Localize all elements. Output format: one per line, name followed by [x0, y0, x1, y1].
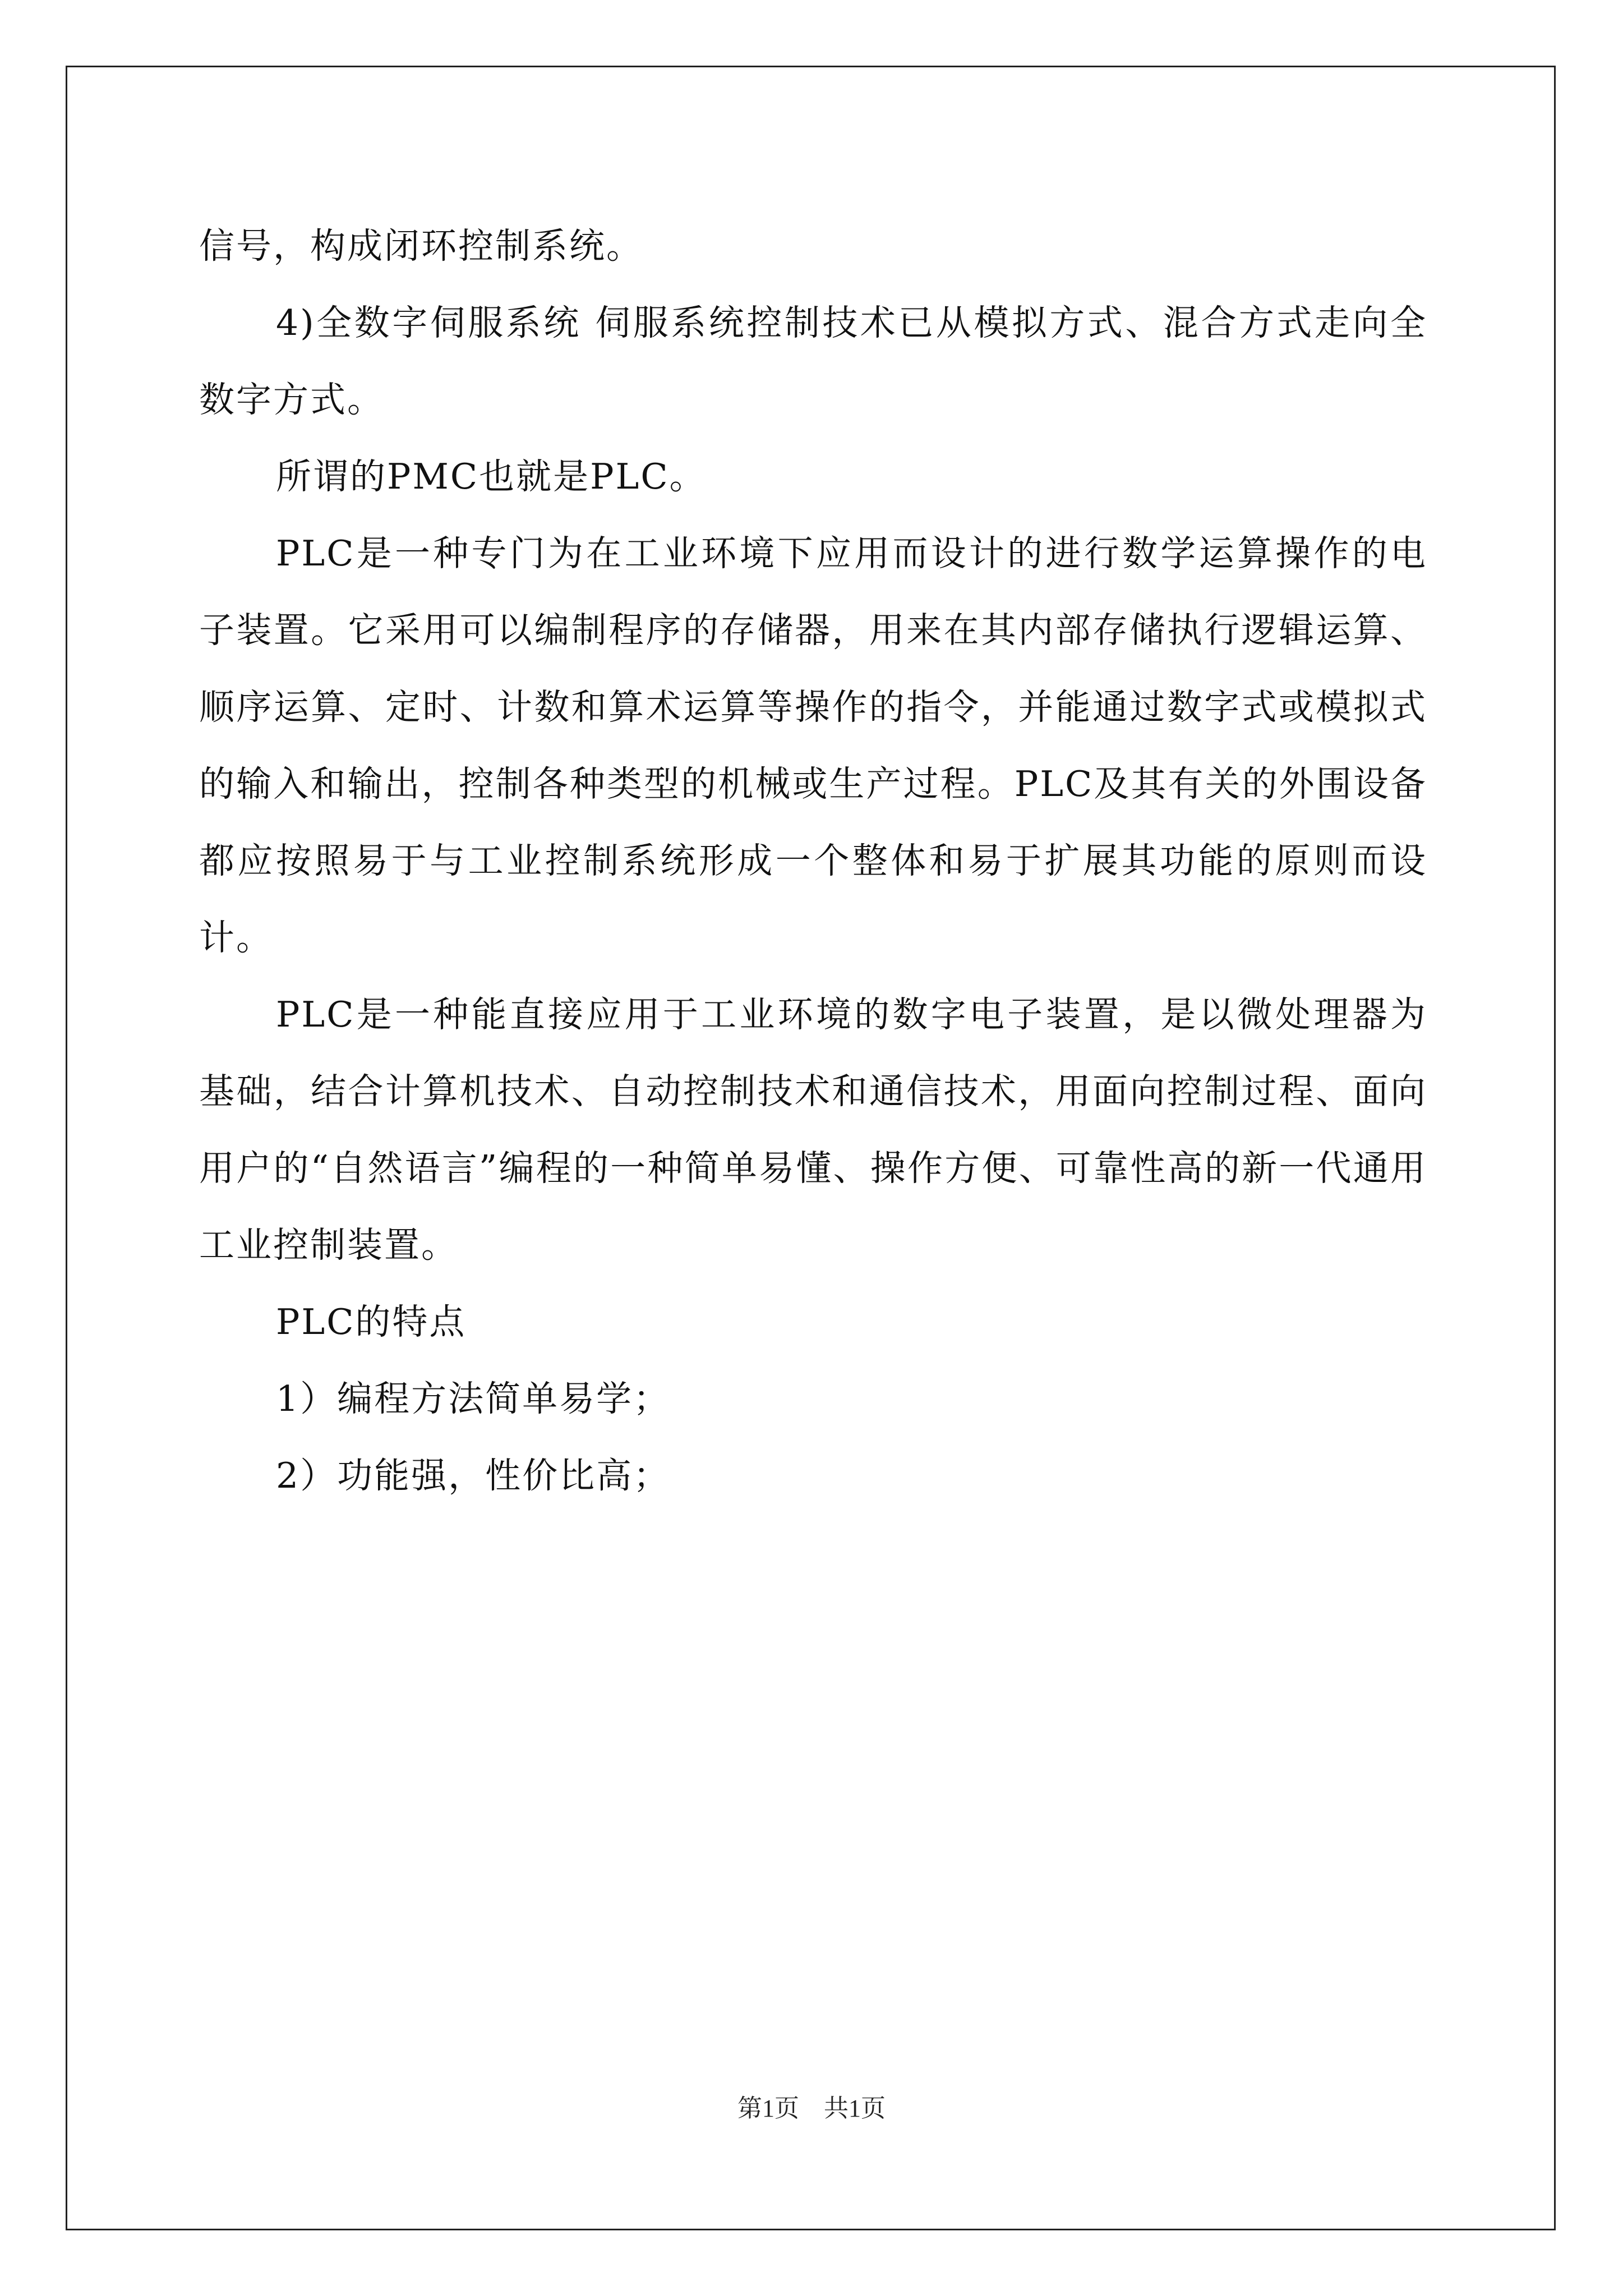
paragraph-5: PLC是一种能直接应用于工业环境的数字电子装置，是以微处理器为基础，结合计算机技术、自动控制技术和通信技术，用面向控制过程、面向用户的“自然语言”编程的一种简单易懂、操作方便、可靠性高的新一代通用工业控制装置。 [199, 994, 1427, 1266]
paragraph-2: 4)全数字伺服系统 伺服系统控制技术已从模拟方式、混合方式走向全数字方式。 [199, 302, 1427, 420]
paragraph-3: 所谓的PMC也就是PLC。 [276, 456, 707, 497]
page-number-footer: 第1页 共1页 [737, 2095, 886, 2122]
section-heading: PLC的特点 [276, 1301, 467, 1342]
list-item-1: 1）编程方法简单易学； [276, 1378, 671, 1419]
paragraph-4: PLC是一种专门为在工业环境下应用而设计的进行数学运算操作的电子装置。它采用可以编制程序的存储器，用来在其内部存储执行逻辑运算、顺序运算、定时、计数和算术运算等操作的指令，并能通过数字式或模拟式的输入和输出，控制各种类型的机械或生产过程。PLC及其有关的外围设备都应按照易于与工业控制系统形成一个整体和易于扩展其功能的原则而设计。 [199, 533, 1427, 958]
paragraph-1: 信号，构成闭环控制系统。 [199, 226, 643, 266]
list-item-2: 2）功能强，性价比高； [276, 1455, 671, 1496]
document-body [199, 208, 1427, 1514]
